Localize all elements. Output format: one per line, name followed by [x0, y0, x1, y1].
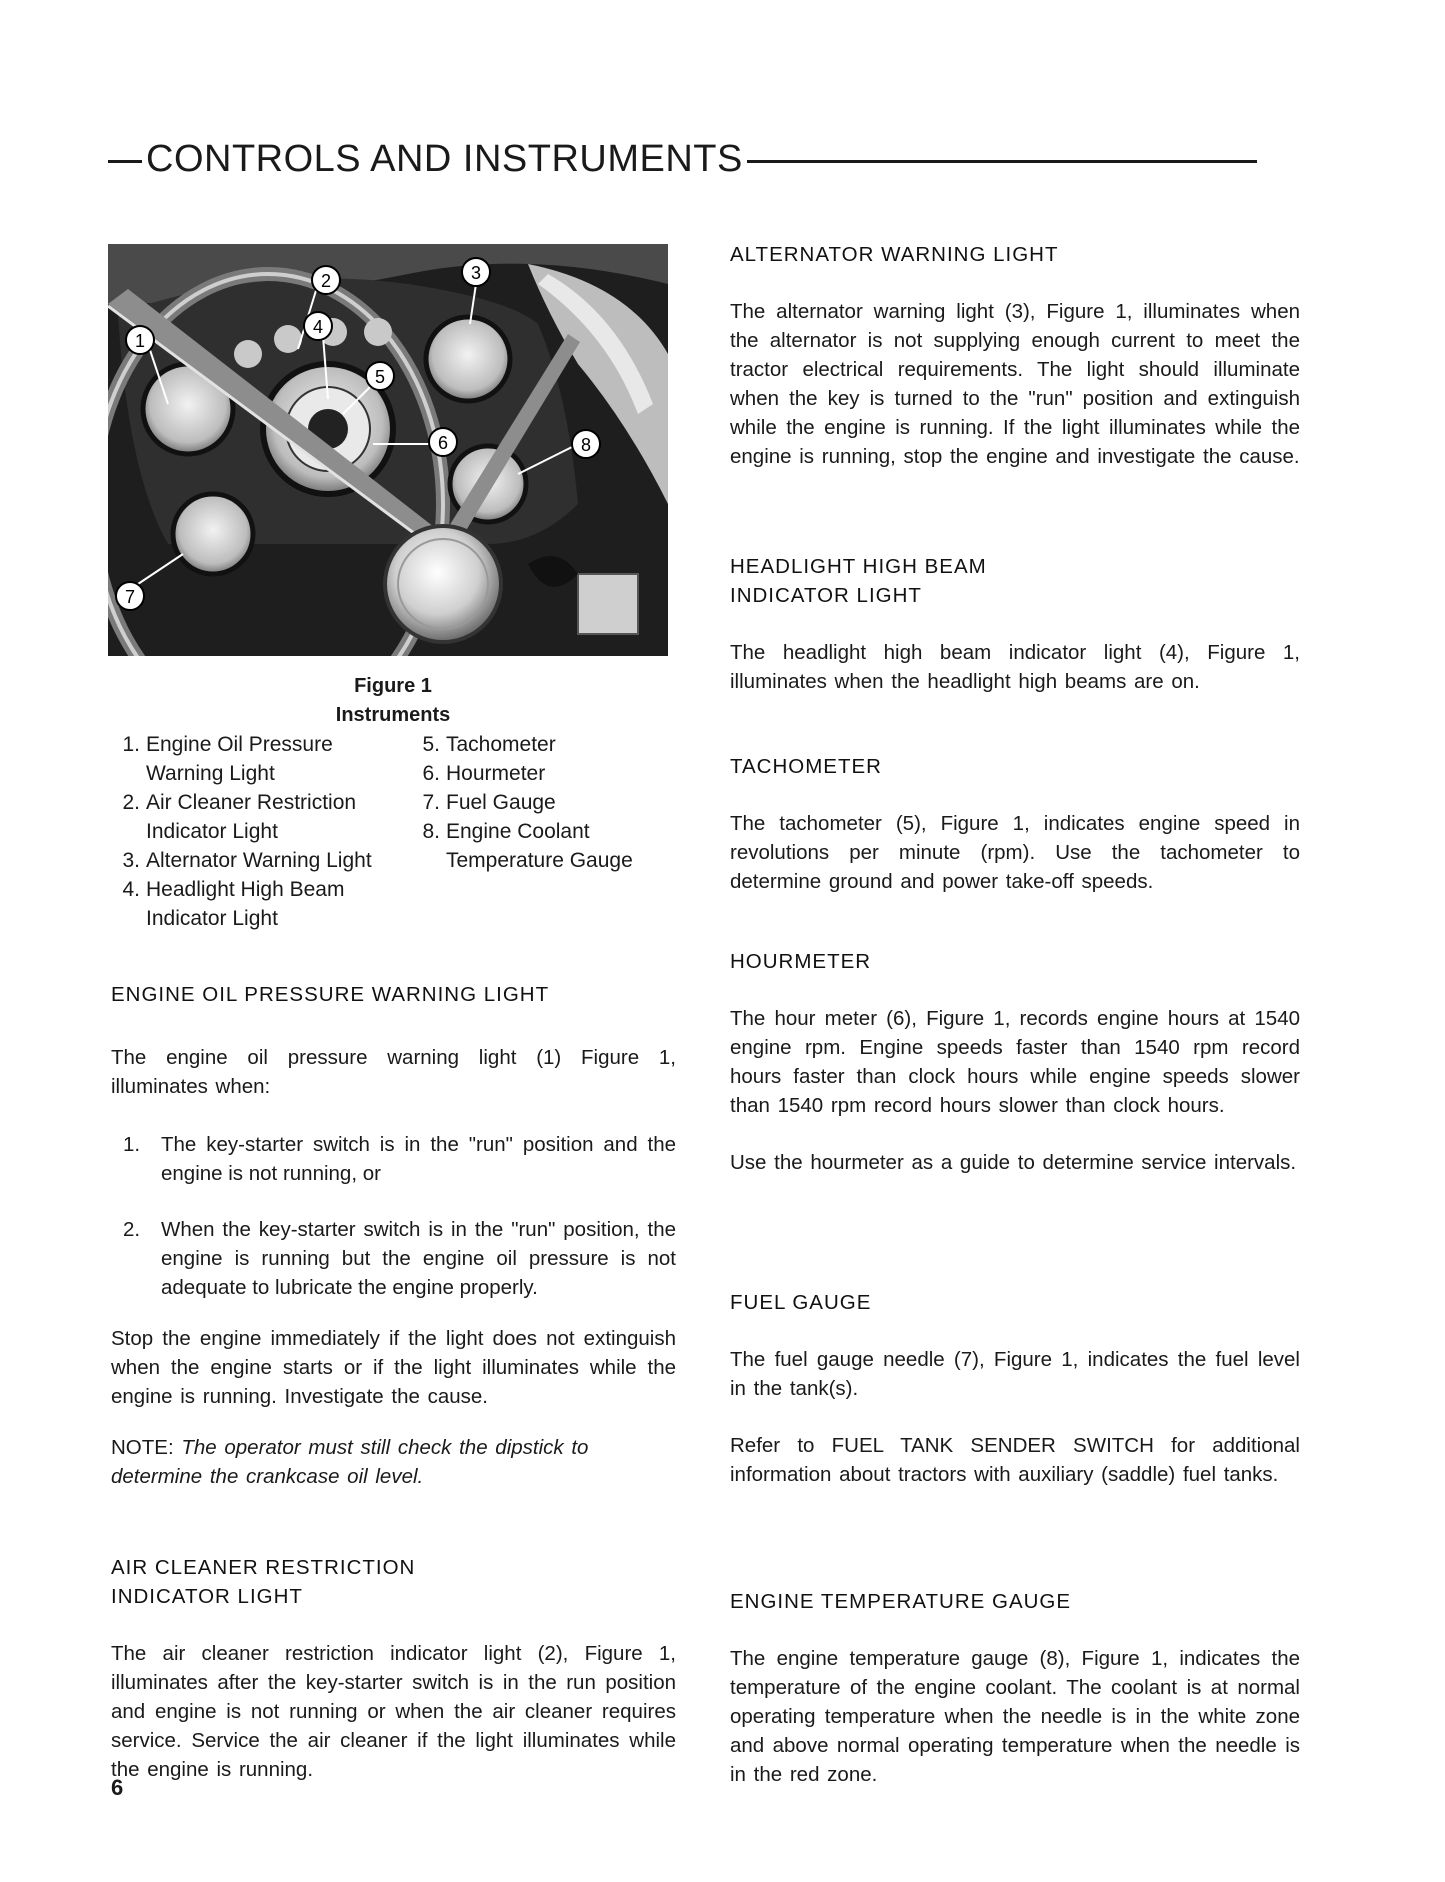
svg-text:2: 2	[320, 271, 332, 291]
figure-title: Figure 1	[354, 675, 432, 697]
list-text: When the key-starter switch is in the "run" position, the engine is running but the engine oil pressure is not adequate to lubricate the engine properly.	[161, 1218, 676, 1299]
note-text: The operator must still check the dipstick to determine the crankcase oil level.	[111, 1436, 589, 1488]
legend-number: 2.	[122, 791, 140, 814]
heading-line: INDICATOR LIGHT	[730, 584, 922, 607]
figure-legend	[108, 730, 678, 933]
svg-text:3: 3	[470, 263, 482, 283]
list-item	[111, 1215, 676, 1302]
section-hourmeter	[730, 947, 1300, 1177]
header-lead-rule	[108, 160, 142, 163]
legend-item	[108, 846, 378, 875]
section-body: Use the hourmeter as a guide to determine service intervals.	[730, 1151, 1297, 1174]
callout-1	[126, 326, 154, 354]
legend-column-left	[108, 730, 378, 933]
page-title: CONTROLS AND INSTRUMENTS	[146, 138, 743, 180]
section-engine-temperature	[730, 1587, 1300, 1789]
legend-number: 1.	[122, 733, 140, 756]
legend-number: 4.	[122, 878, 140, 901]
legend-item	[408, 759, 678, 788]
section-heading: ALTERNATOR WARNING LIGHT	[730, 243, 1059, 266]
legend-item	[108, 788, 378, 846]
callout-3	[462, 258, 490, 286]
svg-text:4: 4	[312, 317, 324, 337]
section-fuel-gauge	[730, 1288, 1300, 1489]
numbered-list	[111, 1130, 676, 1302]
legend-text: Tachometer	[446, 733, 556, 756]
section-body: The air cleaner restriction indicator light (2), Figure 1, illuminates after the key-starter switch is in the run position and engine is not running or when the air cleaner requires service. Service the air cleaner if the light illuminates while the engine is running.	[111, 1642, 676, 1781]
legend-column-right	[378, 730, 678, 933]
legend-text: Alternator Warning Light	[146, 849, 372, 872]
list-number: 2.	[123, 1218, 141, 1241]
figure-caption	[108, 672, 678, 933]
legend-number: 6.	[422, 762, 440, 785]
legend-text: Engine Oil Pressure Warning Light	[146, 733, 333, 785]
svg-text:1: 1	[134, 331, 146, 351]
list-number: 1.	[123, 1133, 141, 1156]
heading-line: AIR CLEANER RESTRICTION	[111, 1556, 416, 1579]
callout-5	[366, 362, 394, 390]
page-number: 6	[111, 1775, 124, 1800]
legend-item	[108, 730, 378, 788]
section-body: The tachometer (5), Figure 1, indicates engine speed in revolutions per minute (rpm). Use the tachometer to determine ground and power take-off speeds.	[730, 812, 1300, 893]
section-body: The headlight high beam indicator light (4), Figure 1, illuminates when the headlight high beams are on.	[730, 641, 1300, 693]
section-engine-oil-pressure	[111, 980, 676, 1491]
note-label: NOTE:	[111, 1436, 174, 1459]
section-body: The alternator warning light (3), Figure 1, illuminates when the alternator is not supplying enough current to meet the tractor electrical requirements. The light should illuminate when the key is turned to the "run" position and extinguish while the engine is running. If the light illuminates while the engine is running, stop the engine and investigate the cause.	[730, 300, 1300, 468]
section-tachometer	[730, 752, 1300, 896]
svg-text:5: 5	[374, 367, 386, 387]
legend-number: 3.	[122, 849, 140, 872]
figure-subtitle: Instruments	[335, 704, 451, 726]
stop-paragraph: Stop the engine immediately if the light does not extinguish when the engine starts or if the light illuminates while the engine is running. Investigate the cause.	[111, 1327, 676, 1408]
section-body: The engine temperature gauge (8), Figure 1, indicates the temperature of the engine coolant. The coolant is at normal operating temperature when the needle is in the white zone and above normal operating temperature when the needle is in the red zone.	[730, 1647, 1300, 1786]
callout-7	[116, 582, 144, 610]
section-heading: FUEL GAUGE	[730, 1291, 872, 1314]
section-air-cleaner	[111, 1553, 676, 1784]
header-rule	[747, 160, 1257, 163]
section-body: The fuel gauge needle (7), Figure 1, indicates the fuel level in the tank(s).	[730, 1348, 1300, 1400]
section-heading	[111, 1553, 676, 1611]
legend-item	[408, 730, 678, 759]
section-intro: The engine oil pressure warning light (1) Figure 1, illuminates when:	[111, 1046, 676, 1098]
callout-4	[304, 312, 332, 340]
callout-8	[572, 430, 600, 458]
legend-text: Air Cleaner Restriction Indicator Light	[146, 791, 357, 843]
svg-text:6: 6	[437, 433, 449, 453]
heading-line: HEADLIGHT HIGH BEAM	[730, 555, 987, 578]
legend-text: Hourmeter	[446, 762, 546, 785]
legend-item	[408, 788, 678, 817]
note-paragraph	[111, 1433, 676, 1491]
legend-item	[108, 875, 378, 933]
legend-text: Fuel Gauge	[446, 791, 556, 814]
section-heading: ENGINE TEMPERATURE GAUGE	[730, 1590, 1072, 1613]
legend-item	[408, 817, 678, 875]
svg-text:8: 8	[580, 435, 592, 455]
heading-line: INDICATOR LIGHT	[111, 1585, 303, 1608]
section-alternator	[730, 240, 1300, 471]
list-text: The key-starter switch is in the "run" position and the engine is not running, or	[161, 1133, 676, 1185]
section-heading: HOURMETER	[730, 950, 872, 973]
instrument-panel-photo	[108, 244, 668, 656]
callout-2	[312, 266, 340, 294]
section-heading	[730, 552, 1300, 610]
legend-number: 5.	[422, 733, 440, 756]
section-heading: TACHOMETER	[730, 755, 882, 778]
svg-text:7: 7	[124, 587, 136, 607]
legend-number: 8.	[422, 820, 440, 843]
page-header	[108, 138, 1308, 181]
section-heading: ENGINE OIL PRESSURE WARNING LIGHT	[111, 983, 550, 1006]
legend-text: Headlight High Beam Indicator Light	[146, 878, 345, 930]
section-body: The hour meter (6), Figure 1, records engine hours at 1540 engine rpm. Engine speeds faster than 1540 rpm record hours faster than clock hours while engine speeds slower than 1540 rpm record hours slower than clock hours.	[730, 1007, 1300, 1117]
legend-number: 7.	[422, 791, 440, 814]
legend-text: Engine Coolant Temperature Gauge	[446, 820, 633, 872]
callout-6	[429, 428, 457, 456]
section-headlight	[730, 552, 1300, 696]
section-body: Refer to FUEL TANK SENDER SWITCH for additional information about tractors with auxiliary (saddle) fuel tanks.	[730, 1434, 1300, 1486]
list-item	[111, 1130, 676, 1188]
